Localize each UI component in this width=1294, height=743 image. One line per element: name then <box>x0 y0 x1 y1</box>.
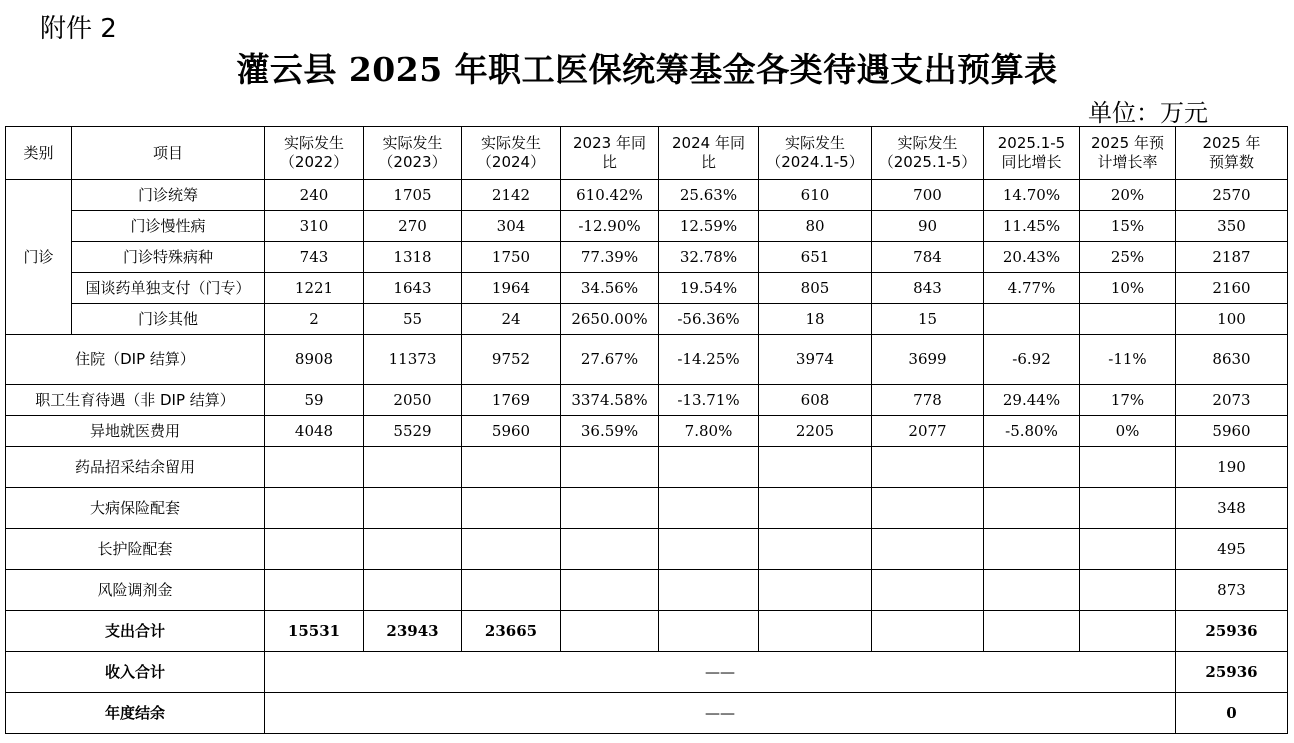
value-cell: 1769 <box>462 385 561 416</box>
value-cell: 2050 <box>364 385 462 416</box>
item-cell: 异地就医费用 <box>6 416 265 447</box>
merged-dash-cell: —— <box>265 652 1176 693</box>
item-cell: 职工生育待遇（非 DIP 结算） <box>6 385 265 416</box>
value-cell: 25% <box>1080 242 1176 273</box>
table-row <box>6 273 1288 304</box>
table-row <box>6 242 1288 273</box>
value-cell: 843 <box>872 273 984 304</box>
total-expense-label: 支出合计 <box>6 611 265 652</box>
value-cell: 2570 <box>1176 180 1288 211</box>
value-cell: -6.92 <box>984 335 1080 385</box>
header-yoy-2024: 2024 年同 比 <box>659 127 759 180</box>
table-row <box>6 385 1288 416</box>
value-cell: 27.67% <box>561 335 659 385</box>
value-cell: 5960 <box>462 416 561 447</box>
value-cell: 2650.00% <box>561 304 659 335</box>
value-cell: 651 <box>759 242 872 273</box>
table-row <box>6 335 1288 385</box>
value-cell: 1705 <box>364 180 462 211</box>
item-cell: 住院（DIP 结算） <box>6 335 265 385</box>
value-cell: 2142 <box>462 180 561 211</box>
value-cell <box>1080 304 1176 335</box>
header-category: 类别 <box>6 127 72 180</box>
table-row <box>6 180 1288 211</box>
value-cell: 1221 <box>265 273 364 304</box>
budget-table <box>5 126 1288 734</box>
value-cell: 14.70% <box>984 180 1080 211</box>
value-cell: 805 <box>759 273 872 304</box>
value-cell: 700 <box>872 180 984 211</box>
value-cell: 350 <box>1176 211 1288 242</box>
header-row <box>6 127 1288 180</box>
header-expected-growth-2025: 2025 年预 计增长率 <box>1080 127 1176 180</box>
item-cell: 大病保险配套 <box>6 488 265 529</box>
value-cell: 19.54% <box>659 273 759 304</box>
total-income-label: 收入合计 <box>6 652 265 693</box>
value-cell: 4048 <box>265 416 364 447</box>
value-cell: 743 <box>265 242 364 273</box>
value-cell: 4.77% <box>984 273 1080 304</box>
item-cell: 门诊统筹 <box>72 180 265 211</box>
value-cell: 8908 <box>265 335 364 385</box>
value-cell: 29.44% <box>984 385 1080 416</box>
table-row <box>6 447 1288 488</box>
total-expense-row <box>6 611 1288 652</box>
header-actual-2025-1-5: 实际发生 （2025.1-5） <box>872 127 984 180</box>
value-cell: 3974 <box>759 335 872 385</box>
table-row <box>6 529 1288 570</box>
value-cell: 2077 <box>872 416 984 447</box>
value-cell: 5960 <box>1176 416 1288 447</box>
value-cell: 2205 <box>759 416 872 447</box>
value-cell: 1318 <box>364 242 462 273</box>
value-cell: 100 <box>1176 304 1288 335</box>
value-cell: 55 <box>364 304 462 335</box>
table-row <box>6 488 1288 529</box>
value-cell: 7.80% <box>659 416 759 447</box>
value-cell: 90 <box>872 211 984 242</box>
value-cell: 18 <box>759 304 872 335</box>
value-cell: 1964 <box>462 273 561 304</box>
value-cell: 1750 <box>462 242 561 273</box>
value-cell: 3699 <box>872 335 984 385</box>
value-cell: 784 <box>872 242 984 273</box>
total-income-row <box>6 652 1288 693</box>
value-cell: 32.78% <box>659 242 759 273</box>
budget-cell: 25936 <box>1176 611 1288 652</box>
header-actual-2023: 实际发生 （2023） <box>364 127 462 180</box>
value-cell: 9752 <box>462 335 561 385</box>
item-cell: 门诊其他 <box>72 304 265 335</box>
header-item: 项目 <box>72 127 265 180</box>
item-cell: 门诊慢性病 <box>72 211 265 242</box>
value-cell: -14.25% <box>659 335 759 385</box>
header-budget-2025: 2025 年 预算数 <box>1176 127 1288 180</box>
value-cell: 34.56% <box>561 273 659 304</box>
item-cell: 风险调剂金 <box>6 570 265 611</box>
value-cell: 77.39% <box>561 242 659 273</box>
budget-cell: 190 <box>1176 447 1288 488</box>
value-cell: 36.59% <box>561 416 659 447</box>
value-cell: 240 <box>265 180 364 211</box>
value-cell: 11.45% <box>984 211 1080 242</box>
value-cell: 15% <box>1080 211 1176 242</box>
table-row <box>6 304 1288 335</box>
value-cell: 24 <box>462 304 561 335</box>
budget-cell: 0 <box>1176 693 1288 734</box>
value-cell: 310 <box>265 211 364 242</box>
table-row <box>6 416 1288 447</box>
annex-label: 附件 2 <box>40 14 117 44</box>
value-cell: 25.63% <box>659 180 759 211</box>
value-cell: 20% <box>1080 180 1176 211</box>
value-cell: -11% <box>1080 335 1176 385</box>
value-cell: 0% <box>1080 416 1176 447</box>
budget-cell: 873 <box>1176 570 1288 611</box>
value-cell: 10% <box>1080 273 1176 304</box>
annual-balance-label: 年度结余 <box>6 693 265 734</box>
value-cell: 610 <box>759 180 872 211</box>
value-cell: 11373 <box>364 335 462 385</box>
table-row <box>6 211 1288 242</box>
value-cell: 1643 <box>364 273 462 304</box>
value-cell: 12.59% <box>659 211 759 242</box>
value-cell: 59 <box>265 385 364 416</box>
item-cell: 国谈药单独支付（门专） <box>72 273 265 304</box>
value-cell: 778 <box>872 385 984 416</box>
value-cell: 2 <box>265 304 364 335</box>
value-cell: 15 <box>872 304 984 335</box>
header-growth-2025-1-5: 2025.1-5 同比增长 <box>984 127 1080 180</box>
category-cell: 门诊 <box>6 180 72 335</box>
merged-dash-cell: —— <box>265 693 1176 734</box>
header-actual-2022: 实际发生 （2022） <box>265 127 364 180</box>
value-cell: 270 <box>364 211 462 242</box>
item-cell: 长护险配套 <box>6 529 265 570</box>
value-cell: 2187 <box>1176 242 1288 273</box>
value-cell: -56.36% <box>659 304 759 335</box>
value-cell: 8630 <box>1176 335 1288 385</box>
table-row <box>6 570 1288 611</box>
value-cell: -13.71% <box>659 385 759 416</box>
item-cell: 药品招采结余留用 <box>6 447 265 488</box>
value-cell: 2160 <box>1176 273 1288 304</box>
item-cell: 门诊特殊病种 <box>72 242 265 273</box>
budget-cell: 25936 <box>1176 652 1288 693</box>
unit-label: 单位：万元 <box>1088 99 1208 127</box>
value-cell: -12.90% <box>561 211 659 242</box>
value-cell: 17% <box>1080 385 1176 416</box>
value-cell: 15531 <box>265 611 364 652</box>
value-cell: 80 <box>759 211 872 242</box>
value-cell: 23943 <box>364 611 462 652</box>
value-cell: 20.43% <box>984 242 1080 273</box>
page-title: 灌云县 2025 年职工医保统筹基金各类待遇支出预算表 <box>236 50 1058 89</box>
value-cell: -5.80% <box>984 416 1080 447</box>
value-cell: 608 <box>759 385 872 416</box>
budget-cell: 348 <box>1176 488 1288 529</box>
value-cell: 23665 <box>462 611 561 652</box>
header-yoy-2023: 2023 年同 比 <box>561 127 659 180</box>
annual-balance-row <box>6 693 1288 734</box>
header-actual-2024-1-5: 实际发生 （2024.1-5） <box>759 127 872 180</box>
value-cell: 5529 <box>364 416 462 447</box>
header-actual-2024: 实际发生 （2024） <box>462 127 561 180</box>
value-cell: 3374.58% <box>561 385 659 416</box>
value-cell: 304 <box>462 211 561 242</box>
budget-cell: 495 <box>1176 529 1288 570</box>
value-cell <box>984 304 1080 335</box>
value-cell: 610.42% <box>561 180 659 211</box>
value-cell: 2073 <box>1176 385 1288 416</box>
